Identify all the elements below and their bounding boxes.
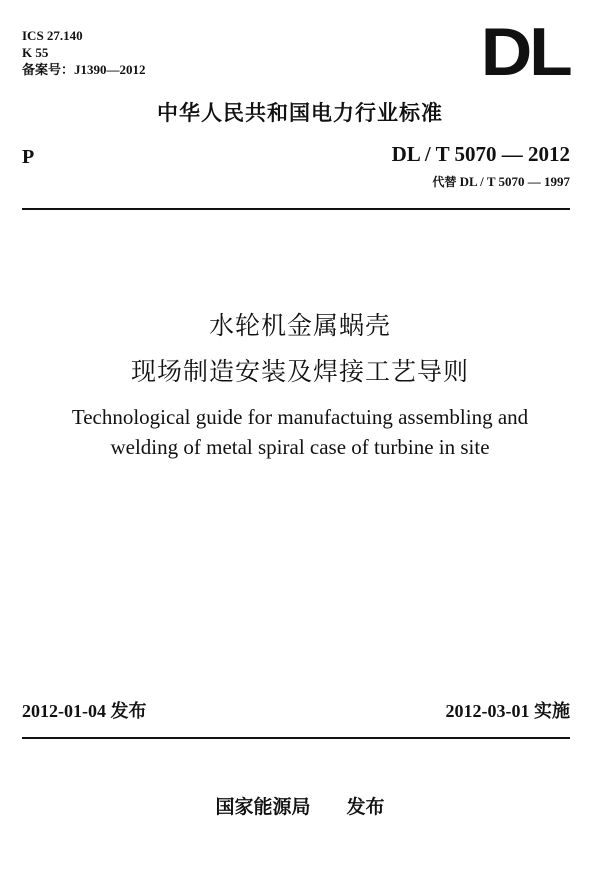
ics-code: ICS 27.140 [22, 28, 83, 43]
standard-number: DL / T 5070 — 2012 [391, 142, 570, 166]
title-cn-line1: 水轮机金属蜗壳 [208, 311, 391, 340]
issue-label: 发布 [110, 701, 147, 722]
effective-date-block [446, 697, 571, 723]
standard-category: 中华人民共和国电力行业标准 [157, 101, 443, 125]
issue-date-block [22, 697, 147, 723]
publisher-action: 发布 [346, 796, 385, 818]
replaces-prefix: 代替 [432, 175, 457, 189]
bottom-divider [22, 737, 570, 739]
title-cn-line2: 现场制造安装及焊接工艺导则 [130, 357, 469, 386]
dl-logo: DL [481, 14, 570, 90]
classification-code: K 55 [22, 45, 49, 60]
replaces-line [432, 173, 570, 190]
replaced-standard-number: DL / T 5070 — 1997 [456, 174, 570, 189]
publisher-line [0, 792, 600, 819]
classification-letter: P [22, 146, 35, 168]
issue-date: 2012-01-04 [22, 701, 106, 721]
effective-label: 实施 [534, 701, 570, 722]
record-number: 备案号：J1390—2012 [22, 62, 146, 77]
title-en-line1: Technological guide for manufactuing assembling and [71, 405, 529, 429]
title-en-line2: welding of metal spiral case of turbine in site [110, 435, 490, 459]
publisher-name: 国家能源局 [215, 796, 311, 818]
top-divider [22, 208, 570, 210]
effective-date: 2012-03-01 [445, 701, 530, 721]
